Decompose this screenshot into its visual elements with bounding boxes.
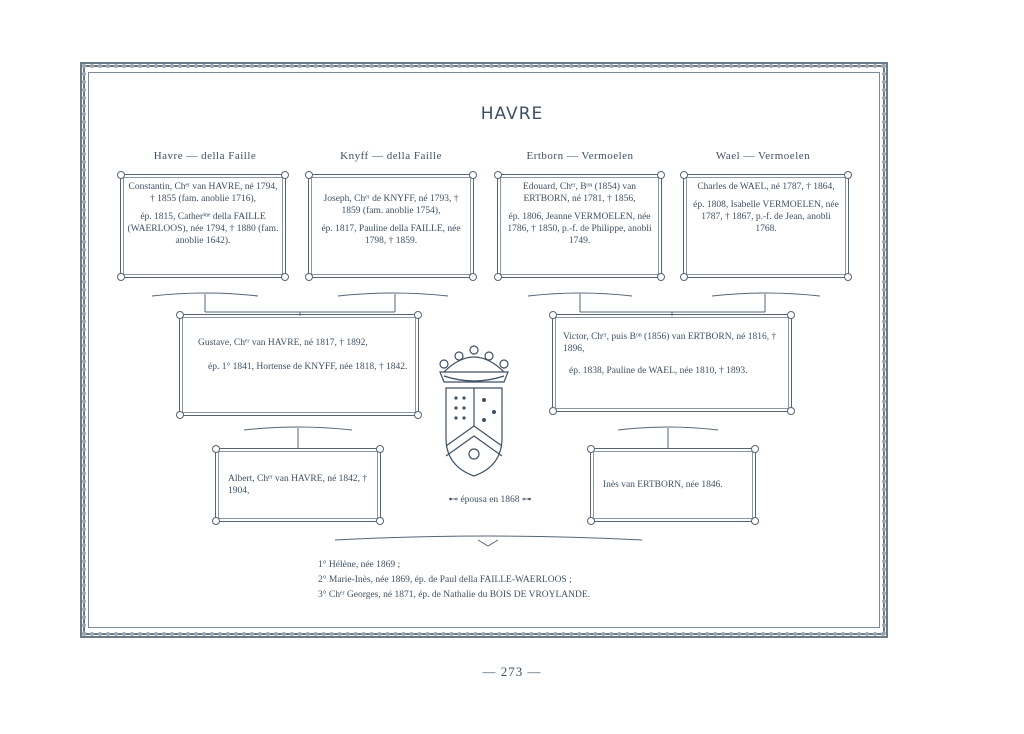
marriage-text: ép. 1808, Isabelle VERMOELEN, née 1787, † 1867, p.-f. de Jean, anobli 1768. bbox=[693, 200, 839, 234]
page-number: — 273 — bbox=[482, 664, 542, 679]
person-text: Joseph, Chᵉʳ de KNYFF, né 1793, † 1859 (fam. anoblie 1754), bbox=[323, 194, 459, 216]
person-box-victor bbox=[552, 314, 792, 412]
person-text: Victor, Chᵉʳ, puis Bᵒⁿ (1856) van ERTBORN, né 1816, † 1896, bbox=[563, 332, 777, 354]
child-item: 3° Chᵉʳ Georges, né 1871, ép. de Nathalie du BOIS DE VROYLANDE. bbox=[318, 590, 591, 600]
marriage-text: ép. 1806, Jeanne VERMOELEN, née 1786, † 1850, p.-f. de Philippe, anobli 1749. bbox=[507, 212, 652, 246]
person-text: Edouard, Chᵉʳ, Bᵒⁿ (1854) van ERTBORN, né 1781, † 1856, bbox=[522, 182, 637, 204]
coat-of-arms-icon bbox=[432, 342, 516, 482]
person-text: Inès van ERTBORN, née 1846. bbox=[603, 480, 723, 490]
person-box-gustave bbox=[179, 314, 419, 416]
person-text: Albert, Chᵉʳ van HAVRE, né 1842, † 1904, bbox=[228, 474, 368, 496]
child-item: 2° Marie-Inès, née 1869, ép. de Paul della FAILLE-WAERLOOS ; bbox=[318, 575, 572, 585]
column-heading-wael: Wael — Vermoelen bbox=[715, 150, 811, 162]
column-heading-ertborn: Ertborn — Vermoelen bbox=[526, 150, 634, 162]
marriage-text: ép. 1° 1841, Hortense de KNYFF, née 1818, † 1842. bbox=[208, 362, 408, 372]
marriage-note: ⊷ épousa en 1868 ⊶ bbox=[448, 495, 532, 505]
child-item: 1° Hélène, née 1869 ; bbox=[318, 560, 401, 570]
person-text: Charles de WAEL, né 1787, † 1864, bbox=[697, 182, 835, 192]
marriage-text: ép. 1817, Pauline della FAILLE, née 1798, † 1859. bbox=[321, 224, 461, 246]
children-list bbox=[318, 558, 738, 603]
person-text: Constantin, Chᵉʳ van HAVRE, né 1794, † 1855 (fam. anoblie 1716), bbox=[128, 182, 278, 204]
column-heading-havre: Havre — della Faille bbox=[153, 150, 257, 162]
page-title: HAVRE bbox=[480, 104, 544, 124]
marriage-text: ép. 1815, Catherⁱⁿᵉ della FAILLE (WAERLOOS), née 1794, † 1880 (fam. anoblie 1642). bbox=[127, 212, 279, 246]
person-text: Gustave, Chᵉʳ van HAVRE, né 1817, † 1892, bbox=[198, 338, 368, 348]
column-heading-knyff: Knyff — della Faille bbox=[340, 150, 442, 162]
marriage-text: ép. 1838, Pauline de WAEL, née 1810, † 1893. bbox=[569, 366, 748, 376]
person-box-ines bbox=[590, 448, 756, 522]
person-box-albert bbox=[215, 448, 381, 522]
